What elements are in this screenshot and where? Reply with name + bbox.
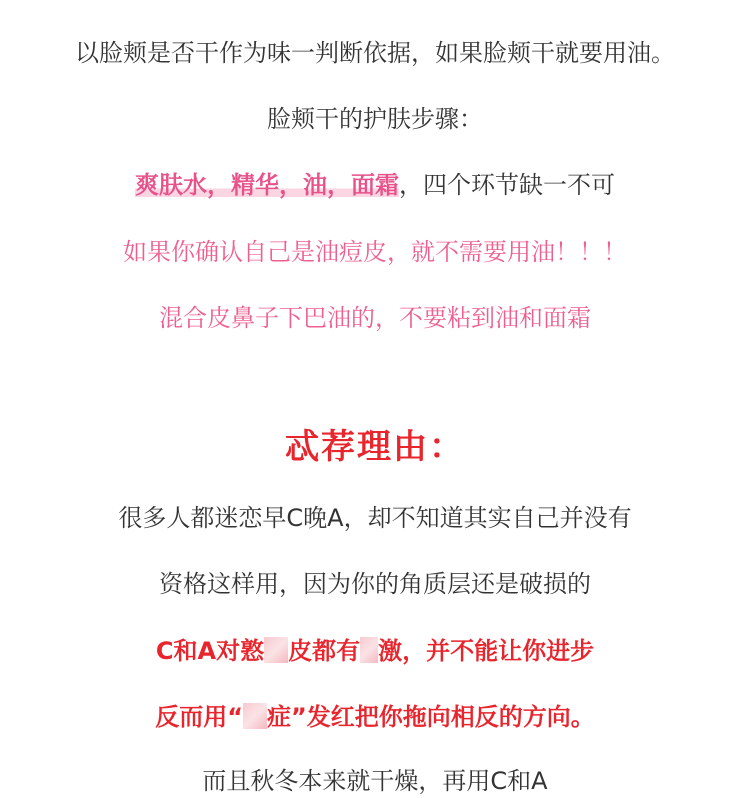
reason-line-3-part-b: 皮都有 xyxy=(288,637,361,665)
reason-line-4 xyxy=(0,700,750,734)
reason-line-3-part-c: 激，并不能让你进步 xyxy=(378,637,595,665)
reason-line-4-part-a: 反而用“ xyxy=(155,703,243,731)
text-line-oily-skin-note: 如果你确认自己是油痘皮，就不需要用油！！！ xyxy=(123,238,627,266)
text-line-criterion: 以脸颊是否干作为味一判断依据，如果脸颊干就要用油。 xyxy=(75,39,675,67)
reason-line-3 xyxy=(0,634,750,668)
blurred-character xyxy=(264,637,288,663)
blurred-character xyxy=(360,637,378,663)
text-line-combination-skin-note: 混合皮鼻子下巴油的，不要粘到油和面霜 xyxy=(159,304,591,332)
highlighted-steps: 爽肤水，精华，油，面霜 xyxy=(135,171,399,199)
text-line-dry-steps xyxy=(0,168,750,202)
section-heading: 忒荐理由： xyxy=(285,427,465,467)
blurred-character xyxy=(243,703,267,729)
steps-rest-text: ，四个环节缺一不可 xyxy=(399,171,615,199)
reason-line-4-part-b: 症”发红把你拖向相反的方向。 xyxy=(267,703,595,731)
reason-line-2: 资格这样用，因为你的角质层还是破损的 xyxy=(159,570,591,598)
reason-line-5: 而且秋冬本来就干燥，再用C和A xyxy=(202,767,548,795)
text-line-dry-steps-title: 脸颊干的护肤步骤： xyxy=(267,105,483,133)
reason-line-3-part-a: C和A对憝 xyxy=(155,637,265,665)
reason-line-1: 很多人都迷恋早C晚A，却不知道其实自己并没有 xyxy=(118,504,632,532)
